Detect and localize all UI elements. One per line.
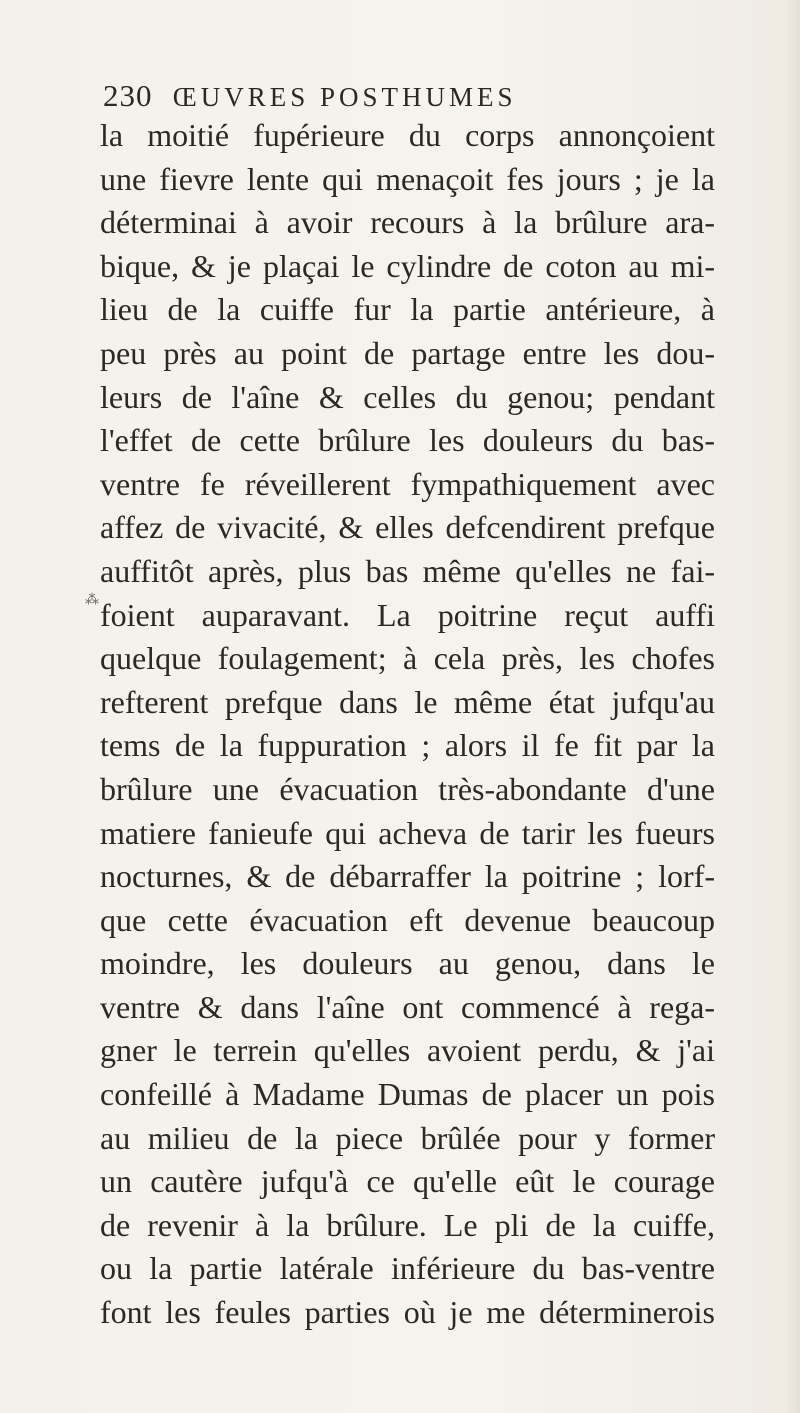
- body-text: [100, 114, 715, 1335]
- text-line: lieu de la cuiffe fur la partie antérieure, à: [100, 291, 715, 328]
- margin-mark: ⁂: [85, 593, 99, 608]
- text-line: leurs de l'aîne & celles du genou; pendant: [100, 378, 715, 415]
- text-line: bique, & je plaçai le cylindre de coton au mi-: [100, 247, 715, 284]
- text-line: moindre, les douleurs au genou, dans le: [100, 945, 715, 982]
- text-line: confeillé à Madame Dumas de placer un pois: [100, 1076, 715, 1113]
- text-line: un cautère jufqu'à ce qu'elle eût le courage: [100, 1163, 715, 1200]
- text-line: tems de la fuppuration ; alors il fe fit par la: [100, 727, 715, 764]
- running-title: ŒUVRES POSTHUMES: [172, 82, 517, 112]
- text-line: la moitié fupérieure du corps annonçoient: [100, 117, 715, 153]
- text-line: foient auparavant. La poitrine reçut auffi: [100, 596, 715, 633]
- text-line: quelque foulagement; à cela près, les chofes: [100, 640, 715, 677]
- text-line: de revenir à la brûlure. Le pli de la cuiffe,: [100, 1206, 715, 1243]
- text-line: nocturnes, & de débarraffer la poitrine ; lorf-: [100, 858, 715, 895]
- page-edge-shadow: [786, 0, 800, 1413]
- text-line: auffitôt après, plus bas même qu'elles ne fai-: [100, 552, 715, 589]
- text-line: peu près au point de partage entre les dou-: [100, 334, 715, 371]
- text-line: affez de vivacité, & elles defcendirent prefque: [100, 509, 715, 546]
- text-line: ventre fe réveillerent fympathiquement avec: [100, 465, 715, 502]
- text-line: une fievre lente qui menaçoit fes jours ; je la: [100, 160, 715, 197]
- text-line: matiere fanieufe qui acheva de tarir les fueurs: [100, 814, 715, 851]
- text-line: au milieu de la piece brûlée pour y former: [100, 1119, 715, 1156]
- text-line: ou la partie latérale inférieure du bas-ventre: [100, 1250, 715, 1287]
- text-line: gner le terrein qu'elles avoient perdu, & j'ai: [100, 1032, 715, 1069]
- text-line: refterent prefque dans le même état jufqu'au: [100, 683, 715, 720]
- text-line: l'effet de cette brûlure les douleurs du bas-: [100, 422, 715, 459]
- text-line: déterminai à avoir recours à la brûlure ara-: [100, 204, 715, 241]
- running-header: [103, 76, 703, 116]
- text-line: font les feules parties où je me déterminerois: [100, 1294, 715, 1331]
- text-line: brûlure une évacuation très-abondante d'une: [100, 770, 715, 807]
- text-line: que cette évacuation eft devenue beaucoup: [100, 901, 715, 938]
- text-line: ventre & dans l'aîne ont commencé à rega-: [100, 988, 715, 1025]
- page-number: 230: [103, 78, 153, 113]
